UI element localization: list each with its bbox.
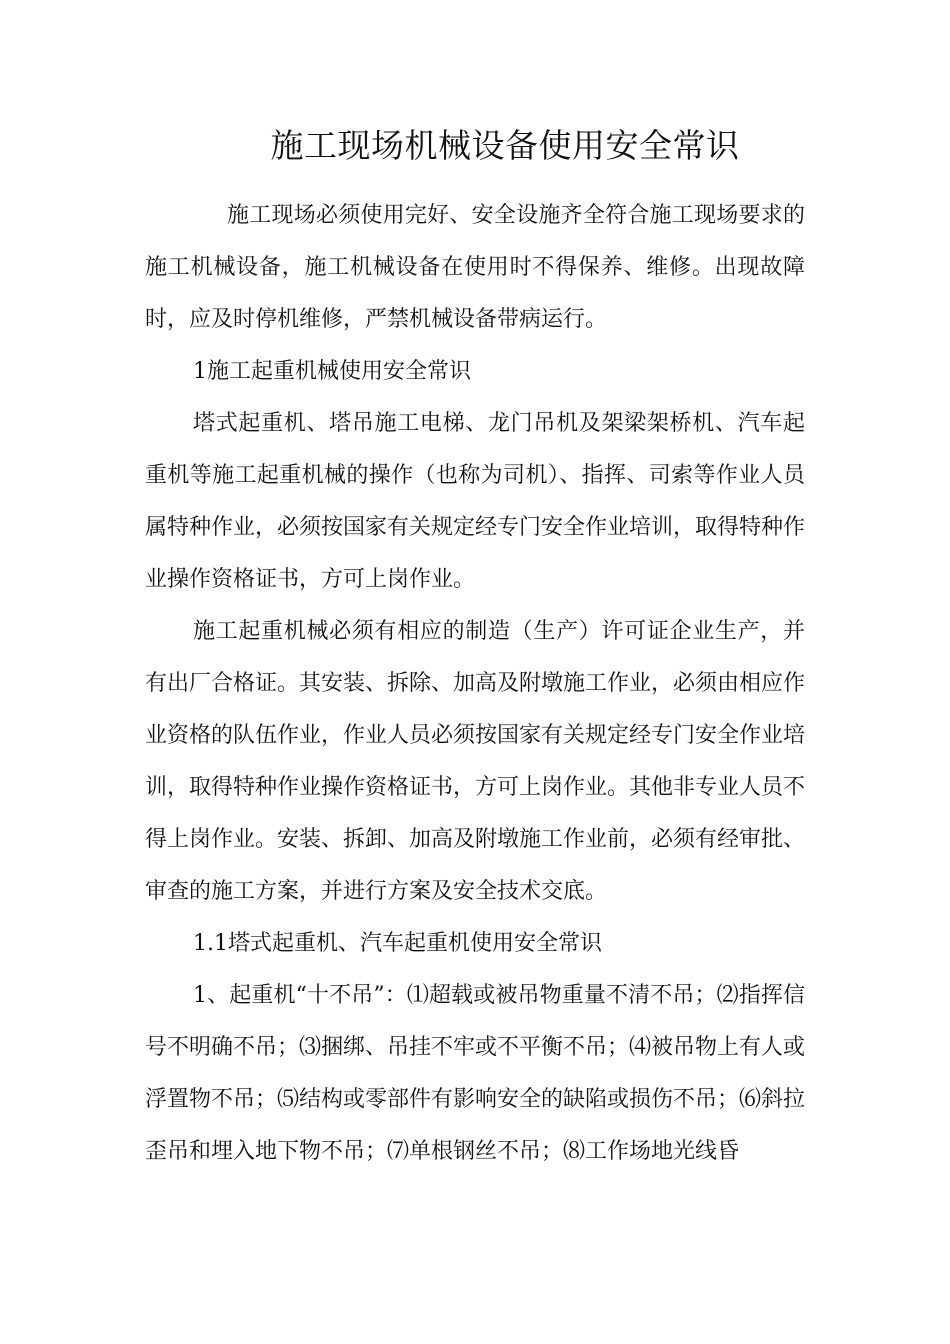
paragraph-ten-rules: 1、起重机“十不吊”：⑴超载或被吊物重量不清不吊；⑵指挥信号不明确不吊；⑶捆绑、吊挂不牢或不平衡不吊；⑷被吊物上有人或浮置物不吊；⑸结构或零部件有影响安全的缺陷或损伤不吊；⑹斜拉歪吊和埋入地下物不吊；⑺单根钢丝不吊；⑻工作场地光线昏: [145, 983, 806, 1164]
section-heading-1-1: 1.1塔式起重机、汽车起重机使用安全常识: [193, 931, 602, 956]
intro-paragraph: 施工现场必须使用完好、安全设施齐全符合施工现场要求的施工机械设备，施工机械设备在使用时不得保养、维修。出现故障时，应及时停机维修，严禁机械设备带病运行。: [145, 203, 805, 332]
paragraph-operators: 塔式起重机、塔吊施工电梯、龙门吊机及架梁架桥机、汽车起重机等施工起重机械的操作（也称为司机）、指挥、司索等作业人员属特种作业，必须按国家有关规定经专门安全作业培训，取得特种作业操作资格证书，方可上岗作业。: [145, 411, 806, 592]
paragraph-manufacturing: 施工起重机械必须有相应的制造（生产）许可证企业生产，并有出厂合格证。其安装、拆除、加高及附墩施工作业，必须由相应作业资格的队伍作业，作业人员必须按国家有关规定经专门安全作业培训，取得特种作业操作资格证书，方可上岗作业。其他非专业人员不得上岗作业。安装、拆卸、加高及附墩施工作业前，必须有经审批、审查的施工方案，并进行方案及安全技术交底。: [145, 619, 806, 904]
document-body: [145, 190, 805, 1178]
document-title: 施工现场机械设备使用安全常识: [270, 126, 740, 165]
section-heading-1: 1施工起重机械使用安全常识: [193, 359, 471, 384]
